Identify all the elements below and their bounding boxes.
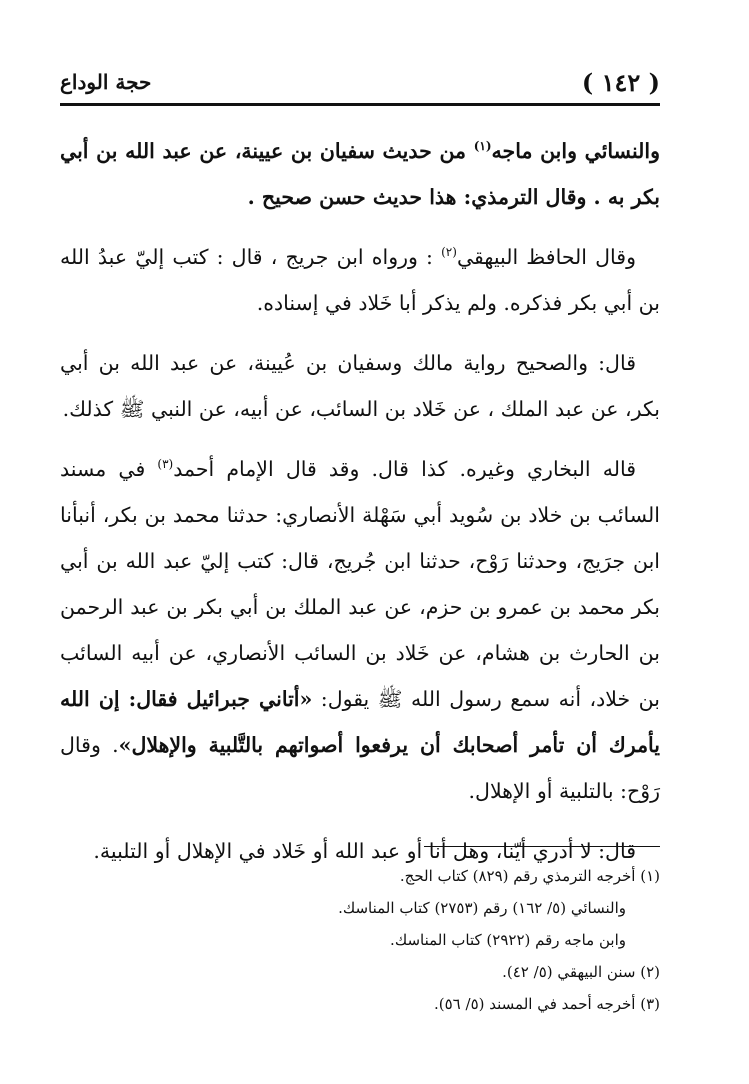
paragraph-2-text-b: : ورواه ابن جريج ، قال : كتب إليّ عبدُ الله بن أبي بكر فذكره. ولم يذكر أبا خَلاد في إسناده. xyxy=(60,245,660,315)
footnote-2: (٢) سنن البيهقي (٥/ ٤٢). xyxy=(502,963,660,981)
paragraph-4-text-a: قاله البخاري وغيره. كذا قال. وقد قال الإمام أحمد xyxy=(173,457,636,481)
paragraph-2-text-a: وقال الحافظ البيهقي xyxy=(456,245,636,269)
paragraph-1-text-c: وقال الترمذي: هذا حديث حسن صحيح . xyxy=(247,185,587,209)
running-title: حجة الوداع xyxy=(60,70,152,94)
paragraph-1 xyxy=(60,128,660,220)
paragraph-4 xyxy=(60,446,660,814)
paragraph-2 xyxy=(60,234,660,326)
footnote-ref-1: (١) xyxy=(473,139,492,154)
paragraph-3 xyxy=(60,340,660,432)
footnote-3: (٣) أخرجه أحمد في المسند (٥/ ٥٦). xyxy=(434,995,660,1013)
paragraph-1-text-b: من حديث سفيان بن عيينة، عن عبد الله بن أبي بكر به . xyxy=(60,139,660,209)
paragraph-3-text: قال: والصحيح رواية مالك وسفيان بن عُيينة، عن عبد الله بن أبي بكر، عن عبد الملك ، عن خَلاد بن السائب، عن أبيه، عن النبي ﷺ كذلك. xyxy=(60,351,660,421)
paragraph-4-text-d: . وقال رَوْح: بالتلبية أو الإهلال. xyxy=(60,733,660,803)
footnote-1: (١) أخرجه الترمذي رقم (٨٢٩) كتاب الحج. xyxy=(399,867,660,885)
footnote-ref-2: (٢) xyxy=(441,245,457,260)
footnotes xyxy=(60,860,660,1020)
footnote-1-cont-b: وابن ماجه رقم (٢٩٢٢) كتاب المناسك. xyxy=(390,931,626,949)
page-number: ( ١٤٢ ) xyxy=(581,68,660,97)
header-divider xyxy=(60,103,660,106)
main-text xyxy=(60,128,660,888)
hadith-quote: «أتاني جبرائيل فقال: إن الله يأمرك أن تأمر أصحابك أن يرفعوا أصواتهم بالتَّلبية والإهلال» xyxy=(60,687,661,757)
paragraph-4-text-b: في مسند السائب بن خلاد بن سُويد أبي سَهْلة الأنصاري: حدثنا محمد بن بكر، أنبأنا ابن جرَيج، وحدثنا رَوْح، حدثنا ابن جُريج، قال: كتب إليّ عبد الله بن أبي بكر محمد بن عمرو بن حزم، عن عبد الملك بن أبي بكر بن عبد الرحمن بن الحارث بن هشام، عن خَلاد بن السائب الأنصاري، عن أبيه السائب بن خلاد، أنه سمع رسول الله ﷺ يقول: xyxy=(60,457,660,711)
footnote-ref-3: (٣) xyxy=(157,457,174,472)
page-header xyxy=(60,66,660,102)
paragraph-1-text-a: والنسائي وابن ماجه xyxy=(491,139,660,163)
footnote-divider xyxy=(424,846,660,847)
paragraph-5-text: قال: لا أدري أيّنا، وهل أنا أو عبد الله أو خَلاد في الإهلال أو التلبية. xyxy=(93,839,636,863)
footnote-1-cont-a: والنسائي (٥/ ١٦٢) رقم (٢٧٥٣) كتاب المناسك. xyxy=(338,899,626,917)
